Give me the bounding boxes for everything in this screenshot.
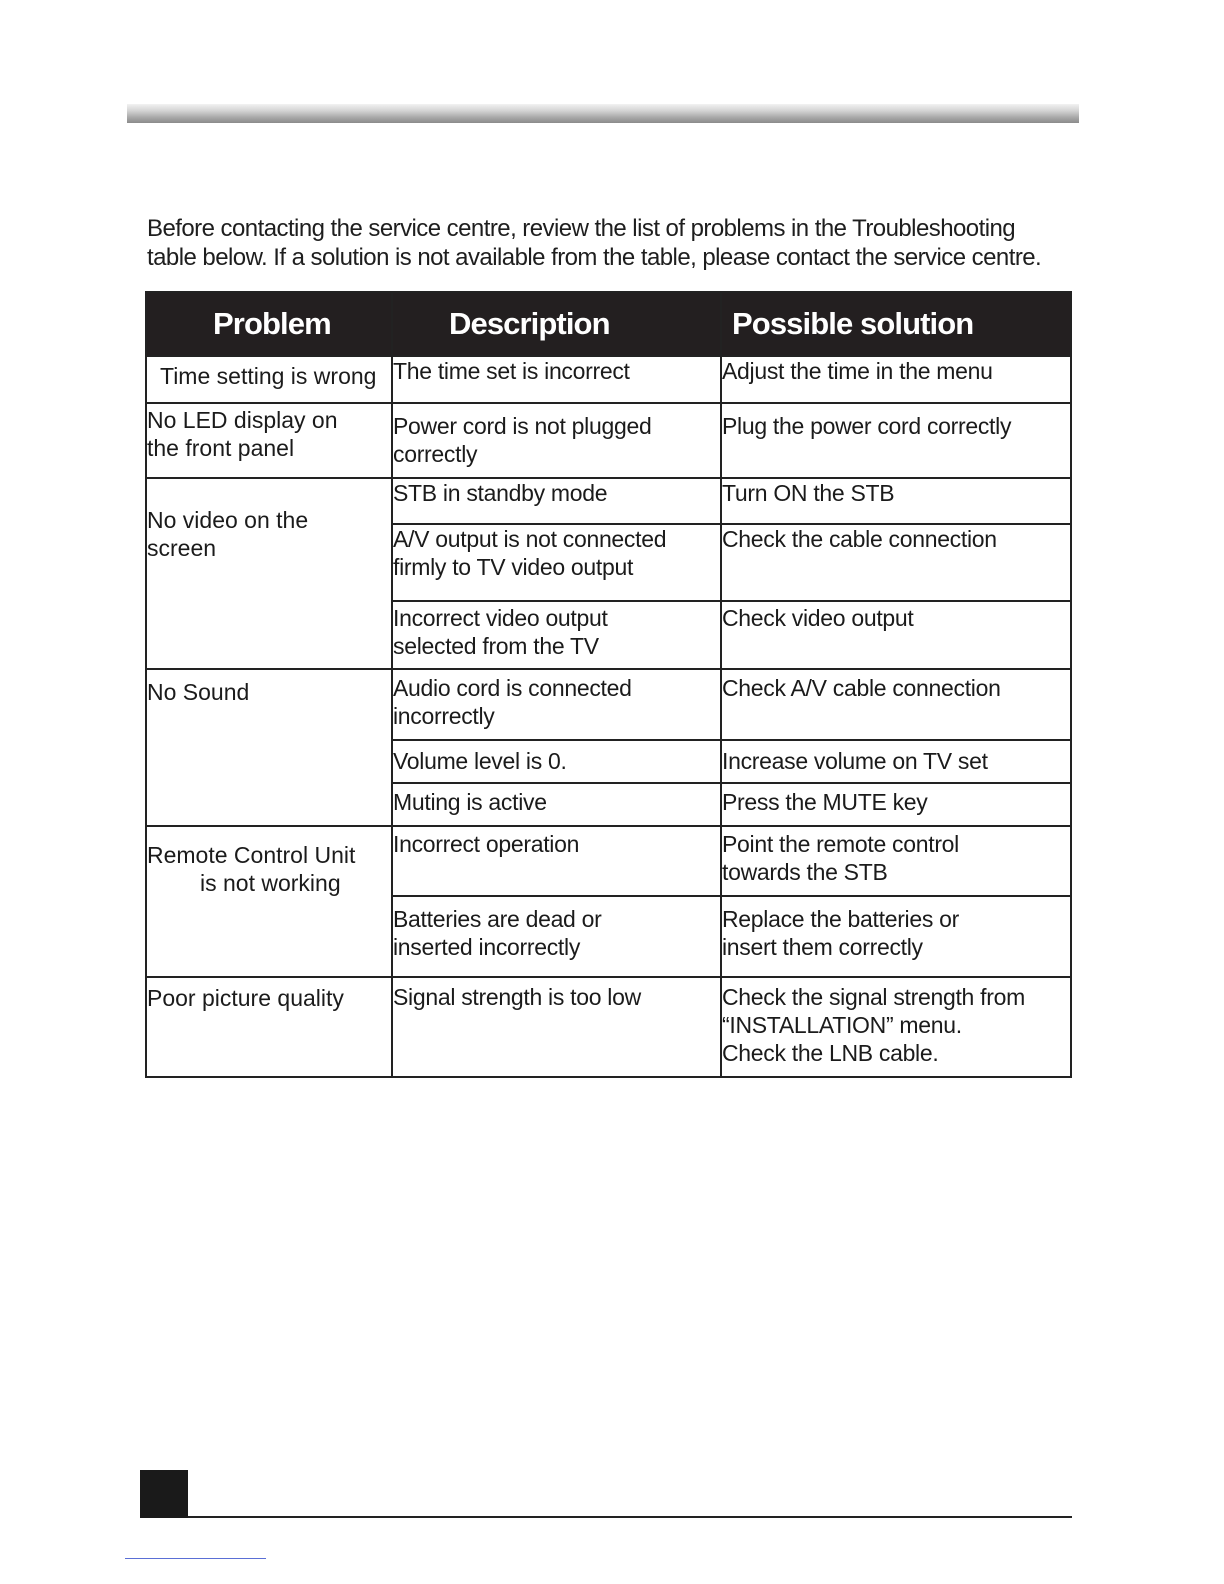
intro-line: Before contacting the service centre, review the list of problems in the Troubleshooting [147, 215, 1016, 242]
solution-text: Check the LNB cable. [722, 1040, 939, 1066]
problem-text: No LED display on [147, 407, 338, 433]
table-header-row [146, 292, 1071, 356]
description-cell [392, 478, 721, 524]
solution-text: towards the STB [722, 859, 888, 885]
troubleshooting-table [145, 291, 1072, 1078]
solution-cell [721, 403, 1071, 478]
description-text: Incorrect video output [393, 605, 608, 631]
footer-rule [188, 1516, 1072, 1518]
solution-text: insert them correctly [722, 934, 923, 960]
description-cell [392, 669, 721, 740]
solution-text: Turn ON the STB [722, 480, 895, 506]
intro-paragraph [147, 214, 1087, 272]
description-text: A/V output is not connected [393, 526, 667, 552]
description-text: Incorrect operation [393, 831, 580, 857]
solution-text: Replace the batteries or [722, 906, 959, 932]
problem-text: screen [147, 535, 217, 561]
solution-text: Check A/V cable connection [722, 675, 1001, 701]
description-cell [392, 601, 721, 669]
solution-text: Increase volume on TV set [722, 748, 988, 774]
description-text: Audio cord is connected [393, 675, 632, 701]
problem-cell [146, 478, 392, 669]
table-row [146, 403, 1071, 478]
table-row [146, 977, 1071, 1077]
footer-underline [125, 1558, 266, 1559]
description-text: firmly to TV video output [393, 554, 634, 580]
description-text: Signal strength is too low [393, 984, 641, 1010]
description-cell [392, 826, 721, 896]
description-cell [392, 783, 721, 826]
description-text: correctly [393, 441, 478, 467]
solution-text: Adjust the time in the menu [722, 358, 993, 384]
solution-cell [721, 601, 1071, 669]
description-cell [392, 356, 721, 403]
problem-cell [146, 356, 392, 403]
description-text: The time set is incorrect [393, 358, 630, 384]
description-cell [392, 977, 721, 1077]
description-text: selected from the TV [393, 633, 599, 659]
page-marker-block [140, 1470, 188, 1518]
description-text: STB in standby mode [393, 480, 608, 506]
problem-cell [146, 403, 392, 478]
table-row [146, 356, 1071, 403]
description-text: Power cord is not plugged [393, 413, 652, 439]
description-text: Batteries are dead or [393, 906, 602, 932]
solution-cell [721, 783, 1071, 826]
description-text: Volume level is 0. [393, 748, 567, 774]
solution-cell [721, 826, 1071, 896]
table-row [146, 478, 1071, 524]
problem-text: No Sound [147, 679, 250, 705]
description-text: inserted incorrectly [393, 934, 581, 960]
solution-cell [721, 669, 1071, 740]
solution-text: Check video output [722, 605, 914, 631]
solution-text: Plug the power cord correctly [722, 413, 1012, 439]
solution-cell [721, 740, 1071, 783]
solution-cell [721, 356, 1071, 403]
table-row [146, 669, 1071, 740]
header-bar [127, 104, 1079, 123]
column-header-problem: Problem [146, 292, 392, 356]
problem-text: is not working [200, 870, 341, 896]
description-cell [392, 896, 721, 977]
column-header-description: Description [392, 292, 721, 356]
solution-cell [721, 524, 1071, 601]
solution-text: Press the MUTE key [722, 789, 928, 815]
solution-text: “INSTALLATION” menu. [722, 1012, 962, 1038]
problem-text: No video on the [147, 507, 309, 533]
problem-text: Poor picture quality [147, 985, 344, 1011]
problem-cell [146, 826, 392, 977]
column-header-solution: Possible solution [721, 292, 1071, 356]
table-row [146, 826, 1071, 896]
solution-cell [721, 896, 1071, 977]
description-cell [392, 740, 721, 783]
problem-text: Remote Control Unit [147, 842, 356, 868]
solution-text: Check the signal strength from [722, 984, 1025, 1010]
problem-text: Time setting is wrong [160, 363, 377, 389]
solution-cell [721, 478, 1071, 524]
description-text: Muting is active [393, 789, 547, 815]
solution-text: Check the cable connection [722, 526, 997, 552]
intro-line: table below. If a solution is not available from the table, please contact the service centre. [147, 244, 1042, 271]
description-cell [392, 403, 721, 478]
problem-cell [146, 669, 392, 826]
description-cell [392, 524, 721, 601]
solution-cell [721, 977, 1071, 1077]
solution-text: Point the remote control [722, 831, 959, 857]
problem-text: the front panel [147, 435, 295, 461]
problem-cell [146, 977, 392, 1077]
description-text: incorrectly [393, 703, 495, 729]
